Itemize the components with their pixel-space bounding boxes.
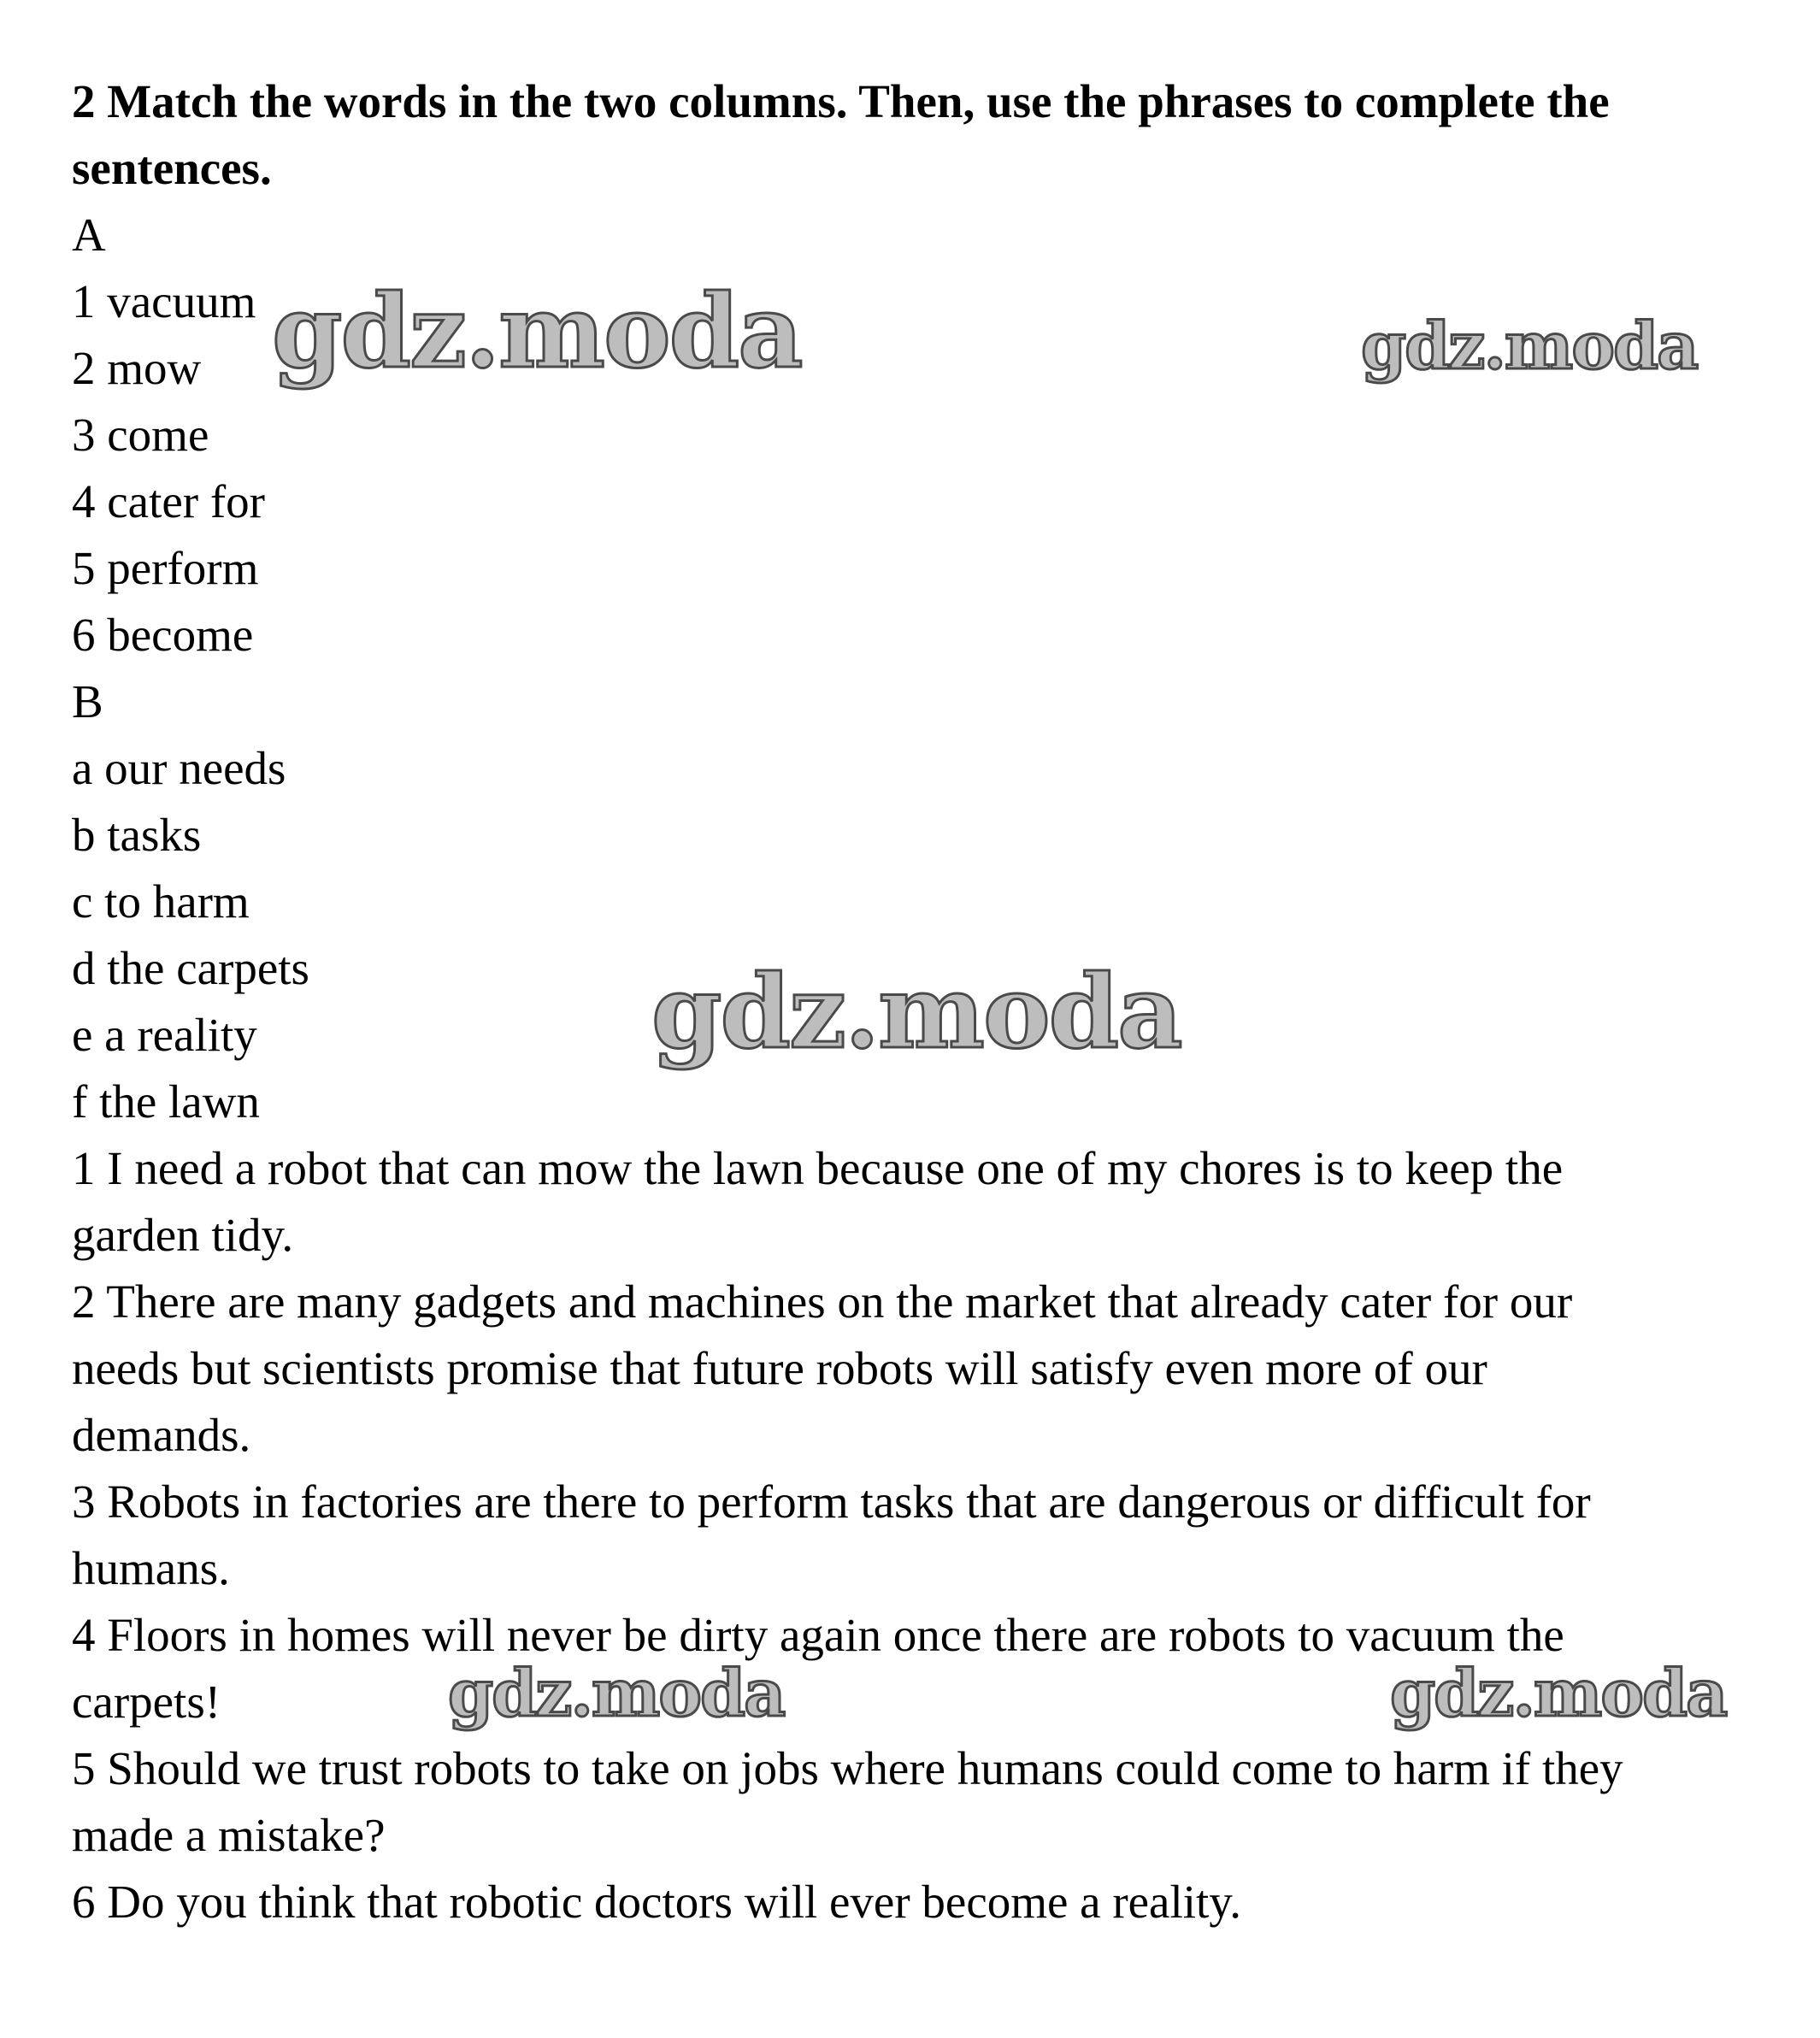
column-a-item: 1 vacuum [72, 275, 256, 327]
watermark: gdz.moda [1361, 308, 1698, 384]
watermark: gdz.moda [448, 1655, 785, 1731]
sentence-line: carpets! [72, 1676, 221, 1728]
column-b-item: f the lawn [72, 1075, 260, 1128]
column-a-item: 2 mow [72, 342, 202, 394]
watermark: gdz.moda [272, 272, 802, 391]
column-a-item: 6 become [72, 609, 254, 661]
column-b-item: e a reality [72, 1009, 257, 1061]
sentence-line: demands. [72, 1409, 251, 1461]
sentence-line: 2 There are many gadgets and machines on the market that already cater for our [72, 1275, 1573, 1328]
watermark: gdz.moda [651, 952, 1181, 1071]
column-a-item: 5 perform [72, 542, 259, 594]
sentence-line: 6 Do you think that robotic doctors will ever become a reality. [72, 1876, 1241, 1928]
sentence-line: 3 Robots in factories are there to perform tasks that are dangerous or difficult for [72, 1475, 1591, 1528]
exercise-page [72, 68, 1764, 1935]
sentence-line: made a mistake? [72, 1809, 386, 1861]
column-b-item: b tasks [72, 809, 202, 861]
sentence-line: needs but scientists promise that future robots will satisfy even more of our [72, 1342, 1487, 1394]
exercise-heading-line-1: 2 Match the words in the two columns. Then, use the phrases to complete the [72, 75, 1610, 127]
column-b-label: B [72, 675, 103, 727]
column-a-item: 3 come [72, 409, 209, 461]
watermark: gdz.moda [1390, 1655, 1727, 1731]
exercise-heading-line-2: sentences. [72, 142, 272, 194]
sentence-line: 1 I need a robot that can mow the lawn because one of my chores is to keep the [72, 1142, 1564, 1194]
column-b-item: a our needs [72, 742, 286, 794]
sentence-line: garden tidy. [72, 1209, 294, 1261]
column-a-item: 4 cater for [72, 475, 265, 527]
column-a-label: A [72, 209, 106, 261]
sentence-line: 4 Floors in homes will never be dirty again once there are robots to vacuum the [72, 1609, 1564, 1661]
sentence-line: humans. [72, 1542, 230, 1594]
column-b-item: d the carpets [72, 942, 309, 994]
column-b-item: c to harm [72, 875, 250, 928]
sentence-line: 5 Should we trust robots to take on jobs where humans could come to harm if they [72, 1742, 1623, 1794]
